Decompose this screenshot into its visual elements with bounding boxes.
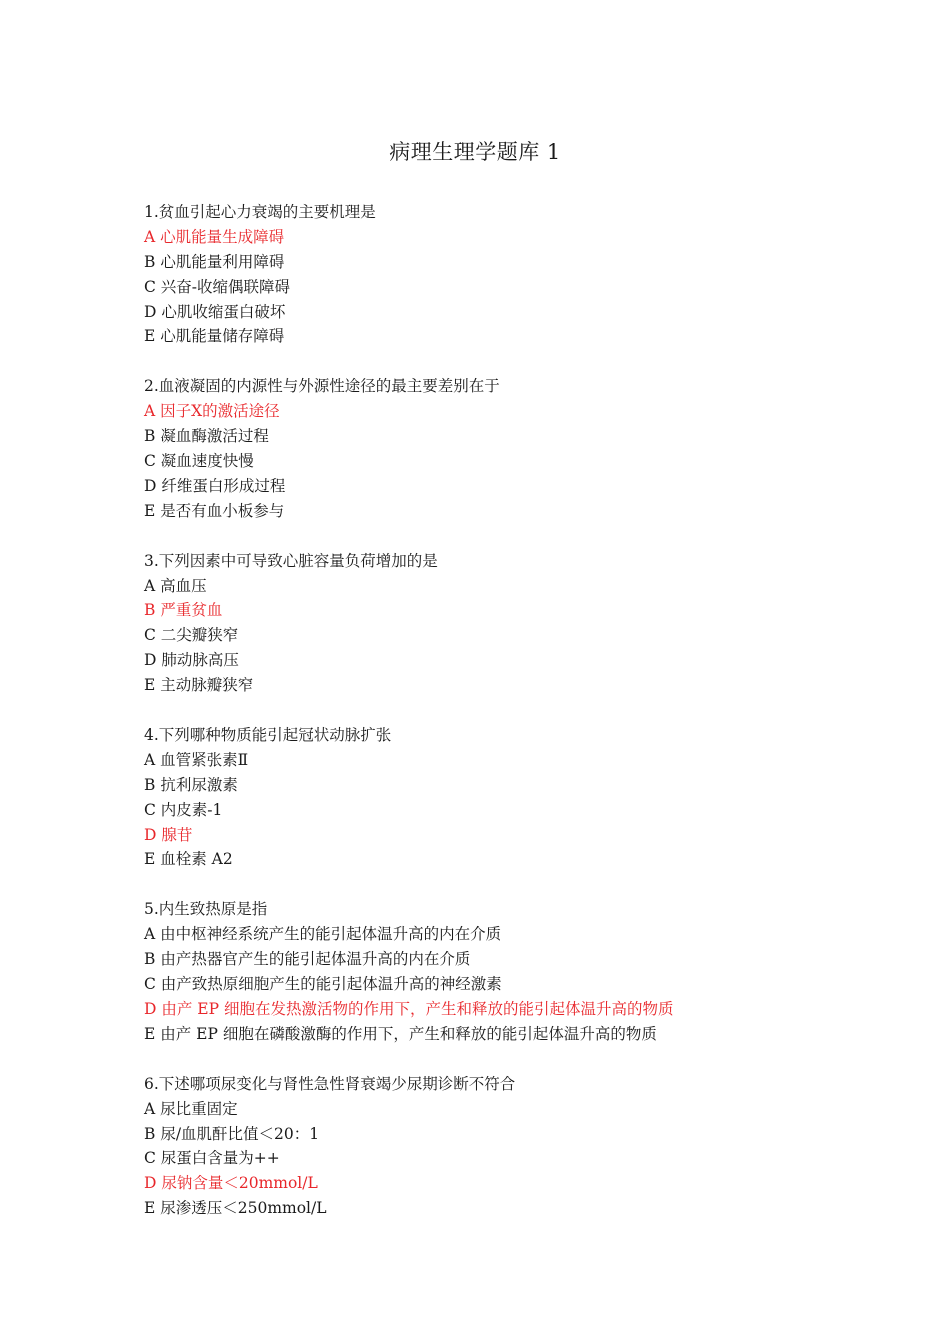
- answer-option: E 主动脉瓣狭窄: [144, 676, 254, 695]
- answer-option: E 由产 EP 细胞在磷酸激酶的作用下，产生和释放的能引起体温升高的物质: [144, 1024, 657, 1043]
- correct-answer-option: D 由产 EP 细胞在发热激活物的作用下，产生和释放的能引起体温升高的物质: [144, 999, 674, 1018]
- question-block: [144, 549, 864, 698]
- answer-option: B 由产热器官产生的能引起体温升高的内在介质: [144, 950, 471, 969]
- answer-option: B 凝血酶激活过程: [144, 427, 269, 446]
- answer-option: A 尿比重固定: [144, 1099, 238, 1118]
- correct-answer-option: B 严重贫血: [144, 601, 223, 620]
- answer-option: C 内皮素-1: [144, 800, 223, 819]
- question-block: [144, 723, 864, 872]
- correct-answer-option: A 心肌能量生成障碍: [144, 227, 285, 246]
- answer-option: E 尿渗透压＜250mmol/L: [144, 1199, 327, 1218]
- correct-answer-option: D 尿钠含量＜20mmol/L: [144, 1174, 318, 1193]
- answer-option: C 尿蛋白含量为++: [144, 1149, 280, 1168]
- answer-option: D 心肌收缩蛋白破坏: [144, 302, 286, 321]
- answer-option: C 凝血速度快慢: [144, 452, 254, 471]
- question-block: [144, 374, 864, 523]
- correct-answer-option: D 腺苷: [144, 825, 193, 844]
- correct-answer-option: A 因子Ⅹ的激活途径: [144, 402, 280, 421]
- answer-option: E 心肌能量储存障碍: [144, 327, 285, 346]
- question-stem: 1.贫血引起心力衰竭的主要机理是: [144, 203, 376, 221]
- question-stem: 3.下列因素中可导致心脏容量负荷增加的是: [144, 551, 438, 570]
- answer-option: E 是否有血小板参与: [144, 501, 285, 520]
- question-stem: 5.内生致热原是指: [144, 900, 268, 919]
- answer-option: A 由中枢神经系统产生的能引起体温升高的内在介质: [144, 925, 502, 944]
- answer-option: A 高血压: [144, 576, 207, 595]
- answer-option: E 血栓素 A2: [144, 850, 233, 869]
- answer-option: C 兴奋-收缩偶联障碍: [144, 277, 291, 296]
- answer-option: C 由产致热原细胞产生的能引起体温升高的神经激素: [144, 975, 502, 994]
- question-block: [144, 897, 864, 1046]
- answer-option: A 血管紧张素Ⅱ: [144, 750, 249, 769]
- answer-option: D 肺动脉高压: [144, 651, 239, 670]
- document-title: 病理生理学题库 1: [389, 140, 561, 164]
- question-stem: 4.下列哪种物质能引起冠状动脉扩张: [144, 726, 392, 745]
- answer-option: D 纤维蛋白形成过程: [144, 476, 286, 495]
- question-block: [144, 1072, 864, 1221]
- answer-option: B 心肌能量利用障碍: [144, 252, 285, 271]
- answer-option: B 尿/血肌酐比值＜20：1: [144, 1124, 320, 1143]
- question-block: [144, 200, 864, 349]
- question-stem: 2.血液凝固的内源性与外源性途径的最主要差别在于: [144, 377, 500, 396]
- question-stem: 6.下述哪项尿变化与肾性急性肾衰竭少尿期诊断不符合: [144, 1074, 516, 1093]
- answer-option: C 二尖瓣狭窄: [144, 626, 239, 645]
- answer-option: B 抗利尿激素: [144, 775, 238, 794]
- question-list: [144, 200, 864, 1246]
